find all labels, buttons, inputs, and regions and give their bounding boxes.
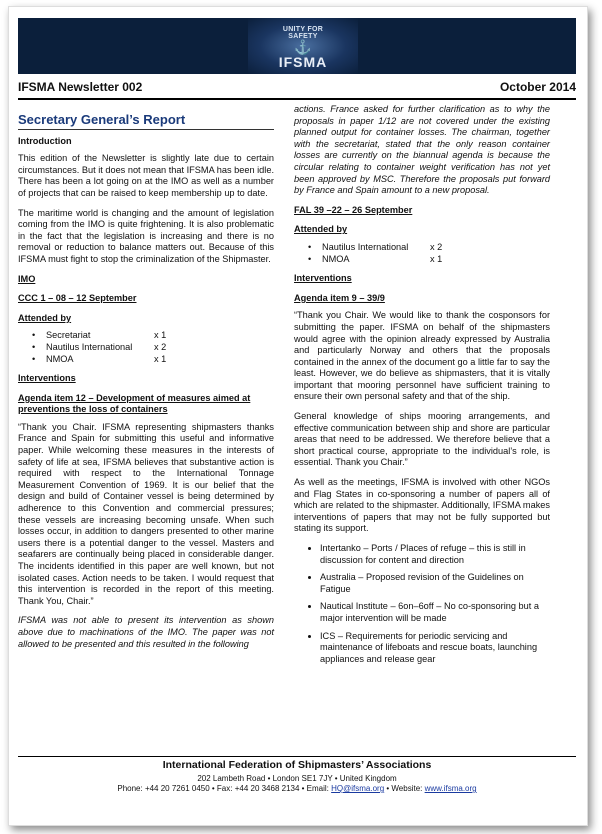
footer xyxy=(18,756,576,793)
contact-mid: • Website: xyxy=(384,784,425,793)
cosponsor-list xyxy=(294,543,550,665)
quote-paragraph: “Thank you Chair. We would like to thank the cosponsors for submitting the paper. IFSMA on behalf of the shipmasters would agree with the opinion already expressed by Australia and particularly Norway and others that the proposals contained in the annex of the document go a little far to say the least. However, we do believe as shipmasters, that it is vitally important that mooring personnel have sufficient training to ensure their own personal safety and that of the ship. xyxy=(294,310,550,402)
imo-heading: IMO xyxy=(18,273,36,284)
contact-prefix: Phone: +44 20 7261 0450 • Fax: +44 20 3468 2134 • Email: xyxy=(117,784,332,793)
ifsma-logo xyxy=(268,20,338,72)
logo-tagline: UNITY FOR SAFETY xyxy=(282,26,324,40)
footer-org: International Federation of Shipmasters’ Associations xyxy=(162,759,432,771)
interventions-heading: Interventions xyxy=(18,373,76,384)
list-item: • Nautical Institute – 6on–6off – No co-sponsoring but a major intervention will be made xyxy=(320,601,550,624)
email-link[interactable]: HQ@ifsma.org xyxy=(331,784,385,793)
attendee-row: • Nautilus International x 2 xyxy=(32,341,167,352)
attendee-row: • Nautilus International x 2 xyxy=(308,241,443,252)
italic-paragraph: IFSMA was not able to present its intervention as shown above due to machinations of the IMO. The paper was not allowed to be presented and this resulted in the following xyxy=(18,615,274,649)
website-link[interactable]: www.ifsma.org xyxy=(424,784,477,793)
interventions-heading: Interventions xyxy=(294,273,352,284)
newsletter-date: October 2014 xyxy=(499,80,576,94)
list-item: • ICS – Requirements for periodic servicing and maintenance of lifeboats and rescue boats, launching appliances and release gear xyxy=(320,631,550,666)
attendee-row: • NMOA x 1 xyxy=(32,353,167,364)
paragraph: The maritime world is changing and the amount of legislation coming from the IMO is quite frightening. It is also problematic in the fact that the legislation is increasing and there is no removal or reduction to balance matters out. Because of this IFSMA must fight to stop the criminalization of the Shipmaster. xyxy=(18,207,274,264)
paragraph: General knowledge of ships mooring arrangements, and effective communication between ship and shore are particular areas that need to be addressed. We therefore believe that a short practical course, appropriate to the individual’s role, is essential. Thank you Chair.” xyxy=(294,411,550,468)
ship-icon: ⚓ xyxy=(294,39,312,55)
newsletter-headline xyxy=(18,80,576,96)
attendee-row: • Secretariat x 1 xyxy=(32,330,167,341)
attended-by-heading: Attended by xyxy=(294,224,348,235)
fal-heading: FAL 39 –22 – 26 September xyxy=(294,204,413,215)
agenda-heading: Agenda item 12 – Development of measures aimed at preventions the loss of containers xyxy=(18,392,251,415)
attendee-list xyxy=(308,242,550,265)
logo-name: IFSMA xyxy=(278,54,328,70)
header-banner xyxy=(18,18,576,74)
right-column xyxy=(294,104,550,671)
attended-by-heading: Attended by xyxy=(18,312,72,323)
ccc-heading: CCC 1 – 08 – 12 September xyxy=(18,293,137,304)
agenda-heading: Agenda item 9 – 39/9 xyxy=(294,292,385,303)
italic-paragraph-cont: actions. France asked for further clarification as to why the proposals in paper 1/12 are not covered under the existing planned output for container losses. The chairman, together with the secretariat, stated that the only reason container losses are currently on the biannual agenda is because the circular relating to container weight verification has not yet been approved by MSC. Therefore the proposals put forward by France and Spain amount to a new proposal. xyxy=(294,104,550,196)
attendee-list xyxy=(32,330,274,365)
section-title: Secretary General’s Report xyxy=(18,114,274,130)
footer-contact xyxy=(18,784,576,793)
list-item: • Australia – Proposed revision of the Guidelines on Fatigue xyxy=(320,572,550,595)
list-item: • Intertanko – Ports / Places of refuge – this is still in discussion for content and direction xyxy=(320,543,550,566)
intro-heading: Introduction xyxy=(18,135,72,146)
header-rule xyxy=(18,98,576,100)
paragraph: As well as the meetings, IFSMA is involved with other NGOs and Flag States in co-sponsoring a number of papers all of which are related to the shipmaster. Additionally, IFSMA makes interventions of papers that may not be fully supported but stating its support. xyxy=(294,477,550,534)
footer-address: 202 Lambeth Road • London SE1 7JY • United Kingdom xyxy=(197,774,397,783)
newsletter-title: IFSMA Newsletter 002 xyxy=(18,80,143,94)
paragraph: This edition of the Newsletter is slightly late due to certain circumstances. But it does not mean that IFSMA has been idle. There has been a lot going on at the IMO as well as a number of projects that can be raised to keep membership up to date. xyxy=(18,153,274,198)
left-column xyxy=(18,104,274,658)
attendee-row: • NMOA x 1 xyxy=(308,253,443,264)
quote-paragraph: “Thank you Chair. IFSMA representing shipmasters thanks France and Spain for submitting this useful and informative paper. While welcoming these measures in the interests of safety of life at sea, IFSMA believes that substantive action is required with respect to the International Tonnage Measurement Convention of 1969. It is our belief that the design and build of Container vessel is being determined by adherence to this Convention and commercial pressures; these vessels are increasing becoming unsafe. When such losses occur, in addition to dangers presented to other marine users there is a potential danger to the vessel. Masters and seafarers are continually being placed in considerable danger. The incidents identified in this paper are well known, but not isolated cases. Action needs to be taken. I would request that this intervention is recorded in the report of this meeting. Thank You, Chair.” xyxy=(18,421,274,606)
